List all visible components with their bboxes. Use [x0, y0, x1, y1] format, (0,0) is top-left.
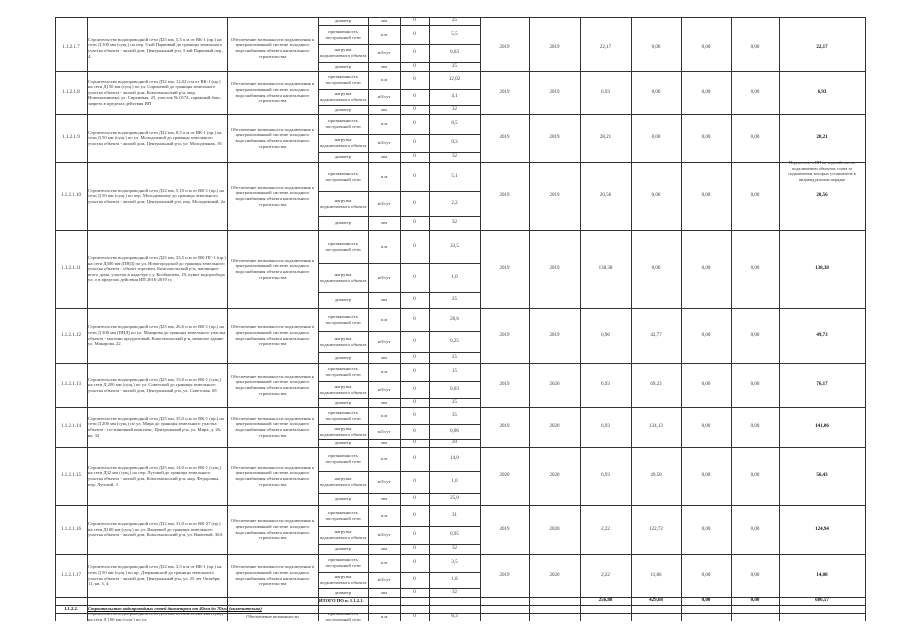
row-finance-3: 0,00 — [701, 89, 711, 95]
row-finance-3: 0,00 — [701, 193, 711, 199]
row-indicator-load: нагрузка подключаемого объекта — [319, 91, 367, 102]
row-year-start: 2019 — [499, 89, 510, 95]
row-diameter-after: 25 — [452, 63, 457, 69]
row-load-before: 0 — [413, 338, 416, 344]
row-indicator-diameter: диаметр — [334, 297, 352, 303]
row-diameter-before: 0 — [413, 440, 416, 446]
row-finance-2: 0,00 — [651, 45, 661, 51]
row-indicator-diameter: диаметр — [334, 496, 352, 502]
investment-program-table — [55, 17, 865, 621]
row-length-after: 31 — [452, 512, 457, 518]
row-diameter-after: 32 — [452, 589, 457, 595]
top-v2: 25 — [452, 18, 457, 24]
row-diameter-before: 0 — [413, 589, 416, 595]
row-finance-4: 0,00 — [750, 572, 760, 578]
row-year-end: 2019 — [549, 135, 560, 141]
row-unit-length: п.м — [380, 456, 388, 462]
row-finance-4: 0,00 — [750, 45, 760, 51]
row-year-start: 2019 — [499, 135, 510, 141]
row-load-after: 1,0 — [451, 274, 458, 280]
row-unit-diameter: мм — [381, 63, 387, 69]
row-finance-4: 0,00 — [750, 332, 760, 338]
row-unit-diameter: мм — [381, 154, 387, 160]
row-indicator-diameter: диаметр — [334, 106, 352, 112]
row-year-end: 2019 — [549, 89, 560, 95]
row-unit-length: п.м — [380, 77, 388, 83]
row-finance-2: 122,72 — [649, 526, 663, 532]
row-total: 138,38 — [815, 266, 829, 272]
row-indicator-diameter: диаметр — [334, 589, 352, 595]
row-length-after: 3,5 — [451, 560, 458, 566]
row-indicator-diameter: диаметр — [334, 63, 352, 69]
row-indicator-diameter: диаметр — [334, 354, 352, 360]
row-purpose: Обеспечение возможности подключения к централизованной системе холодного водоснабжения объекта капитального строительства — [230, 464, 315, 487]
row-finance-1: 6,96 — [601, 332, 610, 338]
last-row-unit: п.м — [380, 614, 388, 620]
row-indicator-length: протяженность построенной сети — [325, 509, 361, 521]
row-finance-3: 0,00 — [701, 572, 711, 578]
row-length-after: 26,6 — [450, 316, 459, 322]
row-unit-diameter: мм — [381, 220, 387, 226]
row-length-before: 0 — [413, 121, 416, 127]
row-finance-3: 0,00 — [701, 526, 711, 532]
row-diameter-after: 25 — [452, 297, 457, 303]
row-finance-3: 0,00 — [701, 473, 711, 479]
row-finance-4: 0,00 — [750, 382, 760, 388]
row-indicator-length: протяженность построенной сети — [325, 28, 361, 40]
row-finance-1: 2,22 — [601, 526, 610, 532]
row-finance-3: 0,00 — [701, 45, 711, 51]
row-diameter-before: 0 — [413, 354, 416, 360]
row-finance-3: 0,00 — [701, 135, 711, 141]
row-finance-2: 0,00 — [651, 89, 661, 95]
row-year-start: 2019 — [499, 266, 510, 272]
row-id: 1.1.2.1.8 — [62, 89, 80, 95]
last-row-indicator: протяженность построенной сети — [325, 613, 361, 621]
total-finance-4: 0,00 — [750, 598, 760, 604]
row-finance-1: 6,93 — [601, 473, 610, 479]
row-indicator-load: нагрузка подключаемого объекта — [319, 476, 367, 487]
row-description: Строительство водопроводной сети Д25 мм, 35,0 п.м от ВК-1 (пр.) на сети Д 200 мм (сущ.) по ул. Мира до границы земельного участка объекта - гостиничный комплекс, Центральный р-н, ул. Мира, д. 26, кв. 32 — [88, 415, 224, 438]
row-id: 1.1.2.1.10 — [61, 193, 81, 199]
row-total: 124,94 — [815, 526, 829, 532]
row-indicator-diameter: диаметр — [334, 440, 352, 446]
row-year-end: 2019 — [549, 193, 560, 199]
row-finance-2: 42,77 — [650, 332, 662, 338]
row-length-after: 12,02 — [448, 77, 461, 83]
row-description: Строительство водопроводной сети Д32 мм, 8,5 п.м от ВК-1 (пр.) на сети Д 50 мм (сущ.) по ул. Молодежной до границы земельного участка объекта - жилой дом, Центральный р-н, ул. Молодежная, 19. — [88, 129, 223, 146]
row-load-after: 0,03 — [450, 386, 459, 392]
row-finance-1: 6,93 — [601, 89, 610, 95]
row-purpose: Обеспечение возможности подключения к централизованной системе холодного водоснабжения объекта капитального строительства — [230, 415, 315, 438]
section-label: Строительство водопроводных сетей диаметром от 40мм до 70мм (включительно) — [88, 606, 262, 612]
row-unit-length: п.м — [380, 31, 388, 37]
row-finance-4: 0,00 — [750, 473, 760, 479]
row-unit-load: м3/сут — [377, 200, 391, 206]
row-purpose: Обеспечение возможности подключения к централизованной системе холодного водоснабжения объекта капитального строительства — [230, 257, 315, 280]
row-description: Строительство водопроводной сети Д25 мм, 33,5 п.м от ВК-ПГ-1 (пр.) на сети Д300 мм (ПНД) по ул. Новогородской до границы земельного участка объекта - объект торговли, Комсомольский р-н, жилищное всего дома, участок в кадастре с.у. Колбышева, 18, пункт водоразбора ул. о в пределах действия ИП 2016-2019 гг. — [88, 255, 226, 283]
row-indicator-length: протяженность построенной сети — [325, 74, 361, 85]
row-length-after: 33,5 — [450, 243, 459, 249]
row-purpose: Обеспечение возможности подключения к централизованной системе холодного водоснабжения объекта капитального строительства — [230, 373, 315, 396]
row-purpose: Обеспечение возможности подключения к централизованной системе холодного водоснабжения объекта капитального строительства — [230, 36, 315, 59]
row-total: 22,17 — [816, 45, 828, 51]
row-id: 1.1.2.1.7 — [62, 45, 80, 51]
row-unit-length: п.м — [380, 173, 388, 179]
row-unit-load: м3/сут — [377, 428, 391, 434]
row-diameter-after: 32 — [452, 546, 457, 552]
row-indicator-load: нагрузка подключаемого объекта — [319, 47, 367, 58]
row-indicator-diameter: диаметр — [334, 220, 352, 226]
row-length-before: 0 — [413, 456, 416, 462]
row-length-before: 0 — [413, 369, 416, 375]
row-length-after: 14,0 — [450, 456, 459, 462]
row-load-after: 0,06 — [450, 428, 459, 434]
row-unit-length: п.м — [380, 412, 388, 418]
row-finance-1: 28,21 — [599, 135, 612, 141]
row-diameter-after: 25 — [452, 354, 457, 360]
row-diameter-after: 32 — [452, 106, 457, 112]
row-finance-4: 0,00 — [750, 89, 760, 95]
row-id: 1.1.2.1.13 — [61, 382, 81, 388]
row-total: 56,43 — [816, 473, 828, 479]
section-id: 1.1.2.2. — [64, 606, 78, 612]
row-finance-4: 0,00 — [750, 266, 760, 272]
row-load-after: 0,25 — [450, 338, 459, 344]
row-unit-diameter: мм — [381, 546, 387, 552]
row-finance-1: 2,22 — [601, 572, 610, 578]
row-year-end: 2020 — [549, 382, 560, 388]
row-total: 14,08 — [816, 572, 828, 578]
top-label: диаметр — [334, 18, 352, 24]
row-id: 1.1.2.1.14 — [61, 424, 81, 430]
row-length-after: 5,1 — [451, 173, 458, 179]
row-diameter-after: 25 — [452, 399, 457, 405]
row-unit-length: п.м — [380, 243, 388, 249]
row-id: 1.1.2.1.9 — [62, 135, 80, 141]
row-load-before: 0 — [413, 577, 416, 583]
row-year-start: 2019 — [499, 572, 510, 578]
row-load-before: 0 — [413, 94, 416, 100]
row-id: 1.1.2.1.15 — [61, 473, 81, 479]
row-indicator-length: протяженность построенной сети — [325, 409, 361, 421]
row-load-after: 2,2 — [451, 200, 458, 206]
row-total: 20,56 — [816, 193, 828, 199]
row-id: 1.1.2.1.17 — [61, 572, 81, 578]
row-total: 141,06 — [815, 424, 829, 430]
row-purpose: Обеспечение возможности подключения к централизованной системе холодного водоснабжения объекта капитального строительства — [230, 324, 315, 347]
row-load-before: 0 — [413, 428, 416, 434]
row-unit-diameter: мм — [381, 440, 387, 446]
row-unit-load: м3/сут — [377, 577, 391, 583]
row-unit-load: м3/сут — [377, 50, 391, 56]
row-load-before: 0 — [413, 532, 416, 538]
row-indicator-length: протяженность построенной сети — [325, 170, 361, 182]
row-purpose: Обеспечение возможности подключения к централизованной системе холодного водоснабжения объекта капитального строительства — [230, 518, 315, 541]
row-indicator-length: протяженность построенной сети — [325, 313, 361, 325]
row-length-before: 0 — [413, 512, 416, 518]
row-finance-2: 0,00 — [651, 193, 661, 199]
row-finance-4: 0,00 — [750, 424, 760, 430]
row-finance-3: 0,00 — [701, 332, 711, 338]
row-year-start: 2019 — [499, 382, 510, 388]
row-description: Строительство водопроводной сети Д32 мм, 12,02 п.м от ВК-1 (пр.) на сети Д150 мм (сущ.) по ул. Сиреневой до границы земельного участка объекта - жилой дом, Комсомольский р-н, мкр. Новомалиновка, ул. Сиреневая, 25, участок № 0174, гаражный бокс, зачреть в пределах действия ИП — [88, 78, 222, 106]
row-finance-4: 0,00 — [750, 193, 760, 199]
row-indicator-diameter: диаметр — [334, 399, 352, 405]
row-year-end: 2019 — [549, 45, 560, 51]
row-purpose: Обеспечение возможности подключения к централизованной системе холодного водоснабжения объекта капитального строительства — [230, 81, 315, 104]
row-id: 1.1.2.1.12 — [61, 332, 81, 338]
row-finance-3: 0,00 — [701, 382, 711, 388]
total-finance-2: 429,68 — [649, 598, 663, 604]
row-diameter-before: 0 — [413, 63, 416, 69]
row-load-after: 0,3 — [451, 140, 458, 146]
top-unit: мм — [381, 18, 387, 24]
row-year-start: 2020 — [499, 473, 510, 479]
row-indicator-length: протяженность построенной сети — [325, 118, 361, 129]
row-load-after: 0,63 — [450, 50, 459, 56]
total-label: ИТОГО ПО п. 1.1.2.1. — [319, 598, 364, 604]
row-total: 6,93 — [817, 89, 827, 95]
row-unit-diameter: мм — [381, 496, 387, 502]
row-year-end: 2019 — [549, 332, 560, 338]
row-unit-load: м3/сут — [377, 94, 391, 100]
row-load-before: 0 — [413, 479, 416, 485]
row-year-start: 2019 — [499, 424, 510, 430]
row-load-after: 0,95 — [450, 532, 459, 538]
row-unit-diameter: мм — [381, 354, 387, 360]
row-indicator-load: нагрузка подключаемого объекта — [319, 335, 367, 347]
row-finance-2: 69,23 — [650, 382, 662, 388]
grid-vline — [865, 17, 866, 621]
row-indicator-length: протяженность построенной сети — [325, 366, 361, 377]
row-diameter-after: 32 — [452, 154, 457, 160]
row-description: Строительство водопроводной сети Д25 мм, 14,0 п.м от ВК-1 (сущ.) на сети Д32 мм (сущ.) по пер. Луговой до границы земельного участка объекта - жилой дом, Комсомольский р-н, мкр. Федоровка, пер. Луговой, 3 — [88, 464, 222, 487]
row-finance-2: 0,00 — [651, 135, 661, 141]
row-unit-diameter: мм — [381, 399, 387, 405]
row-year-end: 2020 — [549, 526, 560, 532]
row-description: Строительство водопроводной сети Д32 мм, 5,10 п.м от ВК-1 (пр.) на сети Д 50 мм (сущ.) по пер. Молодежному до границы земельного участка объекта - жилой дом, Центральный р-н, пер. Молодежный, 2а — [88, 187, 225, 204]
row-diameter-after: 20 — [452, 440, 457, 446]
row-total: 28,21 — [816, 135, 828, 141]
row-indicator-load: нагрузка подключаемого объекта — [319, 137, 367, 148]
row-year-start: 2019 — [499, 526, 510, 532]
row-diameter-before: 0 — [413, 220, 416, 226]
row-length-after: 5,5 — [451, 31, 458, 37]
row-indicator-length: протяженность построенной сети — [325, 453, 361, 464]
row-indicator-load: нагрузка подключаемого объекта — [319, 271, 367, 283]
row-length-before: 0 — [413, 77, 416, 83]
row-indicator-load: нагрузка подключаемого объекта — [319, 574, 367, 585]
row-finance-2: 134,13 — [649, 424, 663, 430]
row-total: 76,17 — [816, 382, 828, 388]
row-unit-load: м3/сут — [377, 386, 391, 392]
row-unit-length: п.м — [380, 121, 388, 127]
row-length-after: 35 — [452, 412, 457, 418]
row-length-before: 0 — [413, 560, 416, 566]
last-row-description: Строительство водопроводной сети Д50 мм, 8,3 п.м от ВК-26а (сущ.) на сети Д 100 мм (сущ.) по ул. — [88, 613, 224, 621]
row-unit-load: м3/сут — [377, 532, 391, 538]
row-diameter-before: 0 — [413, 106, 416, 112]
row-load-before: 0 — [413, 274, 416, 280]
row-finance-3: 0,00 — [701, 424, 711, 430]
row-indicator-load: нагрузка подключаемого объекта — [319, 197, 367, 209]
total-sum: 686,57 — [815, 598, 829, 604]
row-length-before: 0 — [413, 412, 416, 418]
row-finance-1: 6,93 — [601, 424, 610, 430]
row-indicator-load: нагрузка подключаемого объекта — [319, 529, 367, 540]
row-id: 1.1.2.1.11 — [61, 266, 81, 272]
row-finance-1: 138,38 — [598, 266, 613, 272]
row-length-after: 8,5 — [451, 121, 458, 127]
row-finance-2: 49,50 — [650, 473, 662, 479]
top-v1: 0 — [413, 18, 416, 24]
row-unit-diameter: мм — [381, 106, 387, 112]
row-load-before: 0 — [413, 386, 416, 392]
row-finance-1: 20,56 — [599, 193, 612, 199]
row-description: Строительство водопроводной сети Д25 мм, 26,6 п.м от ВК-1 (пр.) на сети Д 300 мм (ПНД) по ул. Макарова до границы земельного участка объекта - магазин продуктовый, Комсомольский р-н, нежилое здание ул. Макарова, 22 — [88, 324, 226, 347]
row-diameter-before: 0 — [413, 496, 416, 502]
row-purpose: Обеспечение возможности подключения к централизованной системе холодного водоснабжения объекта капитального строительства — [230, 564, 315, 587]
row-unit-load: м3/сут — [377, 338, 391, 344]
row-diameter-before: 0 — [413, 546, 416, 552]
row-indicator-diameter: диаметр — [334, 546, 352, 552]
row-unit-length: п.м — [380, 560, 388, 566]
row-year-end: 2020 — [549, 572, 560, 578]
row-finance-1: 6,93 — [601, 382, 610, 388]
row-year-start: 2019 — [499, 45, 510, 51]
row-diameter-before: 0 — [413, 154, 416, 160]
row-finance-4: 0,00 — [750, 526, 760, 532]
row-description: Строительство водопроводной сети Д25 мм, 5,5 п.м от ВК-1 (пр.) на сети Д 100 мм (сущ.) по пер. 5-ый Парковый до границы земельного участка объекта - жилой дом, Центральный р-н, 5-ый Парковый пер., 4. — [88, 36, 224, 59]
row-length-before: 0 — [413, 243, 416, 249]
row-length-before: 0 — [413, 173, 416, 179]
row-purpose: Обеспечение возможности подключения к централизованной системе холодного водоснабжения объекта капитального строительства — [230, 126, 315, 149]
row-finance-3: 0,00 — [701, 266, 711, 272]
row-description: Строительство водопроводной сети Д32 мм, 31,0 п.м от ВК-37 (пр.) на сети Д100 мм (сущ.) по ул. Ванеевой до границы земельного участка объекта - жилой дом, Комсомольский р-н, ул. Ванеевой, 30А — [88, 521, 223, 538]
row-total: 49,73 — [816, 332, 828, 338]
row-unit-length: п.м — [380, 369, 388, 375]
row-note: Перенесено в ИП на ходатайство по подключению объектов, плата за подключение которых установлена в индивидуальном порядке — [788, 160, 856, 182]
row-diameter-before: 0 — [413, 399, 416, 405]
row-description: Строительство водопроводной сети Д25 мм, 15,0 п.м от ВК-1 (сущ.) на сети Д 200 мм (сущ.) по ул. Советской до границы земельного участка объекта - жилой дом, Центральный р-н, ул. Советская, 69 — [88, 376, 222, 393]
row-unit-load: м3/сут — [377, 274, 391, 280]
row-finance-1: 22,17 — [599, 45, 612, 51]
row-length-before: 0 — [413, 31, 416, 37]
row-diameter-after: 32 — [452, 220, 457, 226]
row-year-end: 2020 — [549, 424, 560, 430]
last-row-before: 0 — [413, 614, 416, 620]
row-purpose: Обеспечение возможности подключения к централизованной системе холодного водоснабжения объекта капитального строительства — [230, 184, 315, 207]
last-row-purpose: Обеспечение возможности — [246, 614, 299, 620]
row-diameter-before: 0 — [413, 297, 416, 303]
row-indicator-length: протяженность построенной сети — [325, 557, 361, 568]
row-finance-2: 11,86 — [650, 572, 662, 578]
row-unit-length: п.м — [380, 512, 388, 518]
row-indicator-diameter: диаметр — [334, 154, 352, 160]
row-id: 1.1.2.1.16 — [61, 526, 81, 532]
row-indicator-load: нагрузка подключаемого объекта — [319, 425, 367, 437]
row-year-start: 2019 — [499, 193, 510, 199]
row-load-before: 0 — [413, 50, 416, 56]
total-finance-3: 0,00 — [701, 598, 711, 604]
row-unit-diameter: мм — [381, 297, 387, 303]
row-indicator-load: нагрузка подключаемого объекта — [319, 383, 367, 395]
row-length-after: 15 — [452, 369, 457, 375]
row-unit-length: п.м — [380, 316, 388, 322]
last-row-after: 8,3 — [451, 614, 458, 620]
row-unit-diameter: мм — [381, 589, 387, 595]
row-length-before: 0 — [413, 316, 416, 322]
row-load-after: 1,0 — [451, 479, 458, 485]
row-year-end: 2019 — [549, 266, 560, 272]
row-description: Строительство водопроводной сети Д32 мм, 3,5 п.м от ВК-1 (пр.) на сети Д 50 мм (сущ.) по пр. Дзержинской до границы земельного участка объекта - жилой дом, Центральный р-н, ул. 25 лет Октября, 11, кв. 3, 4. — [88, 564, 222, 587]
row-load-before: 0 — [413, 200, 416, 206]
row-diameter-after: 25,0 — [450, 496, 459, 502]
row-load-after: 1,8 — [451, 577, 458, 583]
row-load-before: 0 — [413, 140, 416, 146]
row-year-end: 2020 — [549, 473, 560, 479]
row-unit-load: м3/сут — [377, 140, 391, 146]
row-finance-2: 0,00 — [651, 266, 661, 272]
row-finance-4: 0,00 — [750, 135, 760, 141]
row-load-after: 4,1 — [451, 94, 458, 100]
row-indicator-length: протяженность построенной сети — [325, 240, 361, 252]
row-year-start: 2019 — [499, 332, 510, 338]
total-finance-1: 256,88 — [598, 598, 613, 604]
row-unit-load: м3/сут — [377, 479, 391, 485]
